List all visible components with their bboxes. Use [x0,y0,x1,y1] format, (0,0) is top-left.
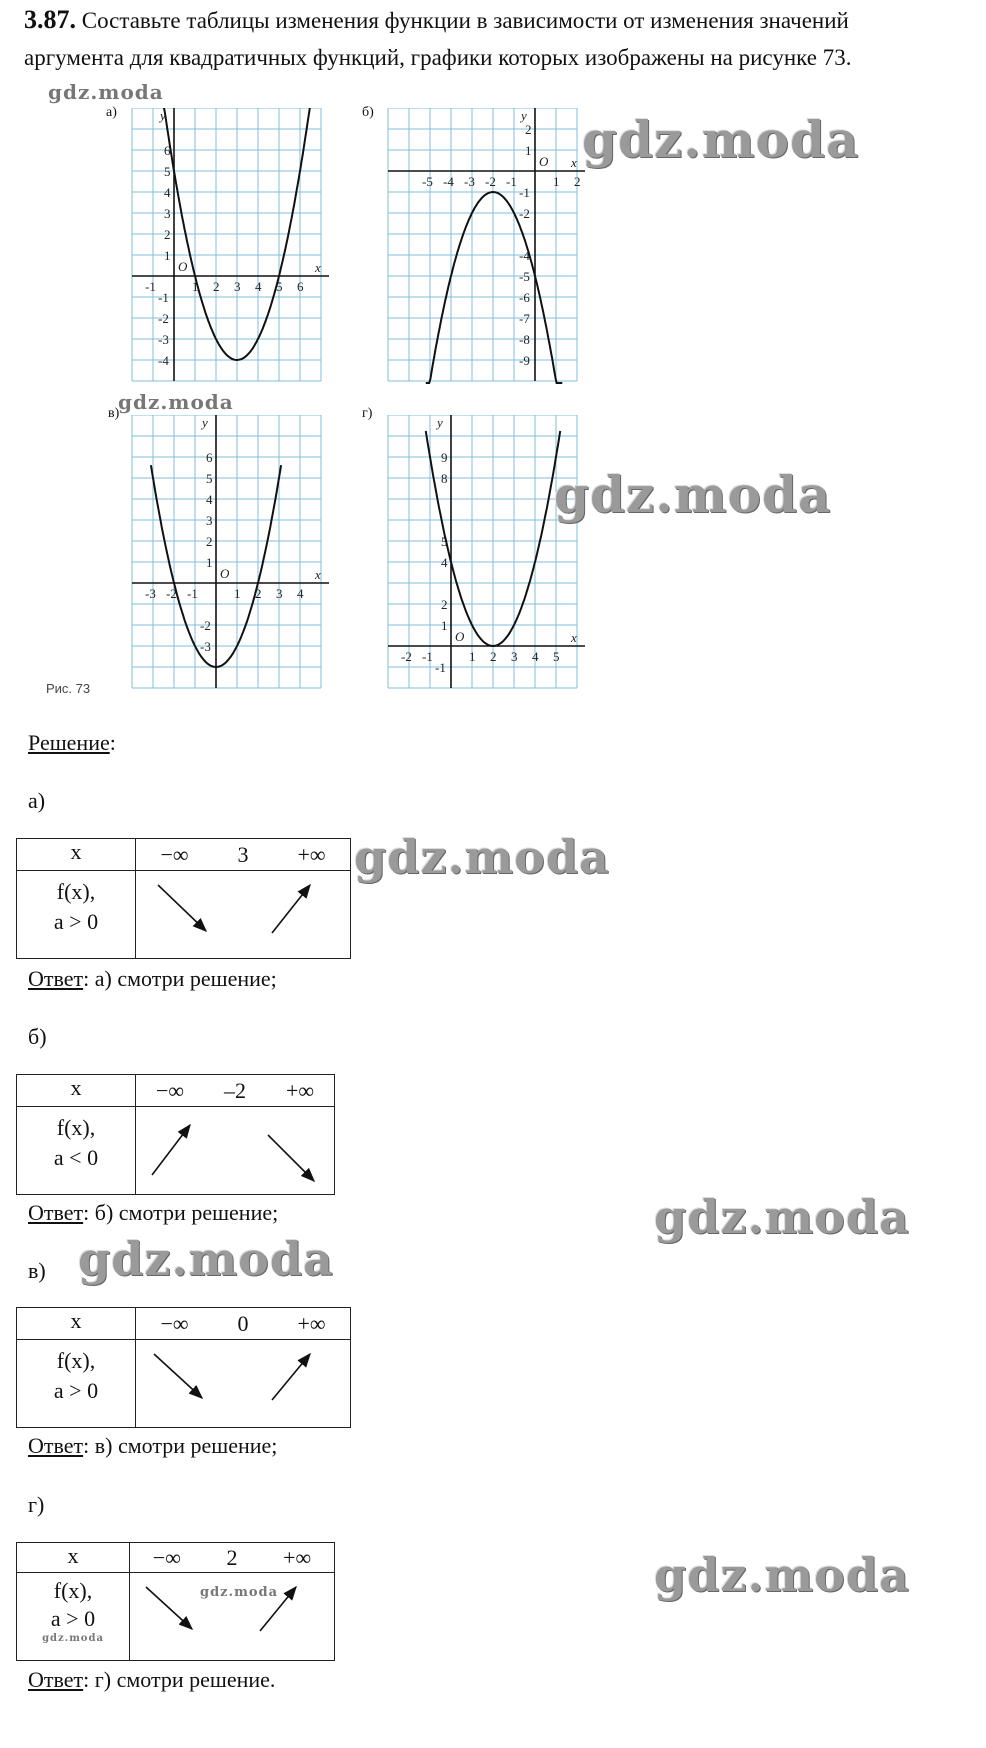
minus-infinity: −∞ [155,1077,185,1103]
x-tick-label: 4 [532,649,539,664]
part-a-label: а) [28,788,46,813]
leading-coef-condition: a < 0 [53,1145,99,1170]
x-values-cell [136,1075,335,1107]
x-tick-label: -3 [145,586,156,601]
graph-label: б) [362,105,374,120]
decreasing-arrow [146,1587,192,1629]
y-tick-label: -2 [519,206,530,221]
y-tick-label: 1 [525,143,532,158]
x-axis-label: x [571,155,577,170]
graph-a [122,108,341,391]
trend-arrows [136,1340,350,1428]
x-header-cell [17,1543,130,1573]
increasing-arrow [152,1125,190,1175]
x-tick-label: 5 [276,279,283,294]
trend-arrows [136,871,350,959]
x-tick-label: -3 [464,174,475,189]
x-header: x [70,1075,82,1100]
vertex-x: –2 [224,1077,246,1103]
decreasing-arrow [268,1135,314,1181]
f-label: f(x), [56,1348,96,1373]
y-tick-label: 2 [164,227,171,242]
x-tick-label: 4 [297,586,304,601]
x-tick-label: 3 [276,586,283,601]
x-tick-label: -2 [485,174,496,189]
x-tick-label: 3 [511,649,518,664]
y-tick-label: -3 [158,332,169,347]
variation-table-b [16,1074,335,1195]
x-header-cell [17,1075,136,1107]
x-axis-label: x [315,260,321,275]
y-tick-label: -9 [519,353,530,368]
graph-label: в) [108,406,120,421]
y-tick-label: 2 [441,597,448,612]
figure-73 [0,0,986,700]
y-tick-label: -7 [519,311,530,326]
decreasing-arrow [154,1354,202,1398]
graph-label: г) [362,406,373,421]
solution-heading-word: Решение [28,730,110,755]
solution-heading [28,730,116,756]
plus-infinity: +∞ [297,1310,326,1336]
y-tick-label: -1 [435,660,446,675]
increasing-arrow [272,1354,310,1400]
origin-label: O [220,566,230,581]
watermark: gdz.moda [354,830,610,884]
increasing-arrow [272,885,310,933]
x-values-cell [136,839,351,871]
vertex-x: 2 [226,1544,238,1570]
x-header: x [67,1543,79,1568]
f-label: f(x), [53,1578,93,1603]
plus-infinity: +∞ [283,1544,312,1570]
variation-table-v [16,1307,351,1428]
y-tick-label: -1 [158,290,169,305]
minus-infinity: −∞ [152,1544,181,1570]
part-g-label: г) [28,1492,45,1517]
minus-infinity: −∞ [160,1310,189,1336]
problem-number: 3.87. [24,5,76,34]
x-tick-label: -1 [506,174,517,189]
x-tick-label: 4 [255,279,262,294]
trend-cell [130,1573,335,1661]
answer-a [28,966,277,992]
y-tick-label: -8 [519,332,530,347]
y-tick-label: 3 [164,206,171,221]
part-b-label: б) [28,1024,47,1049]
y-tick-label: -3 [200,639,211,654]
x-header: x [70,1308,82,1333]
variation-table-a [16,838,351,959]
origin-label: O [455,629,465,644]
x-tick-label: 1 [234,586,241,601]
answer-text: : а) смотри решение; [83,966,277,991]
x-tick-label: 1 [469,649,476,664]
x-tick-label: -1 [145,279,156,294]
y-tick-label: -6 [519,290,530,305]
f-label: f(x), [56,879,96,904]
trend-cell [136,1340,351,1428]
watermark: gdz.moda [582,110,860,169]
answer-b [28,1200,278,1226]
y-tick-label: 5 [164,164,171,179]
watermark: gdz.moda [654,1190,910,1244]
y-tick-label: -5 [519,269,530,284]
y-tick-label: 3 [206,513,213,528]
y-tick-label: 4 [441,555,448,570]
watermark: gdz.moda [554,465,832,524]
y-tick-label: 8 [441,471,448,486]
leading-coef-condition: a > 0 [53,1378,99,1403]
x-tick-label: 2 [574,174,581,189]
y-tick-label: -2 [200,618,211,633]
decreasing-arrow [158,885,206,931]
solution-heading-colon: : [109,730,116,755]
answer-text: : б) смотри решение; [83,1200,279,1225]
trend-arrows [136,1107,334,1195]
x-values-cell [136,1308,351,1340]
parabola-curve [426,192,563,383]
y-tick-label: 1 [206,555,213,570]
x-tick-label: 6 [297,279,304,294]
x-tick-label: 1 [553,174,560,189]
answer-text: : г) смотри решение. [83,1667,276,1692]
x-tick-label: -1 [422,649,433,664]
trend-cell [136,1107,335,1195]
y-tick-label: 1 [441,618,448,633]
watermark: gdz.moda [78,1232,334,1286]
x-tick-label: 2 [213,279,220,294]
x-tick-label: 5 [553,649,560,664]
graph-label: а) [106,105,117,120]
x-tick-label: 2 [255,586,262,601]
y-tick-label: 1 [164,248,171,263]
x-tick-label: -4 [443,174,454,189]
graph-v [122,415,341,698]
plus-infinity: +∞ [297,841,326,867]
x-tick-label: -5 [422,174,433,189]
plus-infinity: +∞ [285,1077,315,1103]
y-tick-label: -1 [519,185,530,200]
answer-g [28,1667,275,1693]
y-tick-label: 2 [206,534,213,549]
trend-cell [136,871,351,959]
x-tick-label: -2 [401,649,412,664]
x-tick-label: 3 [234,279,241,294]
y-tick-label: 9 [441,450,448,465]
problem-text-1: Составьте таблицы изменения функции в зависимости от изменения значений [81,8,849,33]
f-label-cell [17,1340,136,1428]
x-header-cell [17,839,136,871]
watermark: gdz.moda [48,80,164,104]
f-label-cell [17,1107,136,1195]
y-axis-label: y [437,415,443,430]
y-axis-label: y [521,108,527,123]
problem-text-2: аргумента для квадратичных функций, графики которых изображены на рисунке 73. [24,45,852,70]
x-axis-label: x [315,567,321,582]
answer-word: Ответ [28,1667,84,1692]
y-tick-label: 5 [206,471,213,486]
leading-coef-condition: a > 0 [50,1606,96,1631]
x-tick-label: 1 [192,279,199,294]
watermark: gdz.moda [42,1633,104,1644]
graph-g [378,415,597,698]
y-tick-label: -4 [158,353,169,368]
y-tick-label: 4 [164,185,171,200]
y-tick-label: -2 [158,311,169,326]
minus-infinity: −∞ [160,841,189,867]
x-tick-label: 2 [490,649,497,664]
y-tick-label: 5 [441,534,448,549]
answer-v [28,1433,277,1459]
y-tick-label: 4 [206,492,213,507]
f-label: f(x), [56,1115,96,1140]
origin-label: O [539,154,549,169]
x-axis-label: x [571,630,577,645]
vertex-x: 0 [237,1310,249,1336]
watermark: gdz.moda [118,390,234,414]
x-tick-label: -1 [187,586,198,601]
y-tick-label: -4 [519,248,530,263]
f-label-cell [17,871,136,959]
part-v-label: в) [28,1258,46,1283]
x-header-cell [17,1308,136,1340]
variation-table-g [16,1542,335,1661]
graph-b [378,108,597,391]
y-tick-label: 2 [525,122,532,137]
y-axis-label: y [202,415,208,430]
origin-label: O [178,259,188,274]
y-tick-label: 6 [206,450,213,465]
leading-coef-condition: a > 0 [53,909,99,934]
f-label-cell [17,1573,130,1661]
x-header: x [70,839,82,864]
vertex-x: 3 [237,841,249,867]
y-tick-label: 6 [164,143,171,158]
answer-text: : в) смотри решение; [83,1433,278,1458]
answer-word: Ответ [28,966,84,991]
y-axis-label: y [160,108,166,123]
figure-caption: Рис. 73 [46,681,91,696]
x-tick-label: -2 [166,586,177,601]
watermark: gdz.moda [200,1585,279,1600]
answer-word: Ответ [28,1433,84,1458]
answer-word: Ответ [28,1200,84,1225]
watermark: gdz.moda [654,1548,910,1602]
x-values-cell [130,1543,335,1573]
